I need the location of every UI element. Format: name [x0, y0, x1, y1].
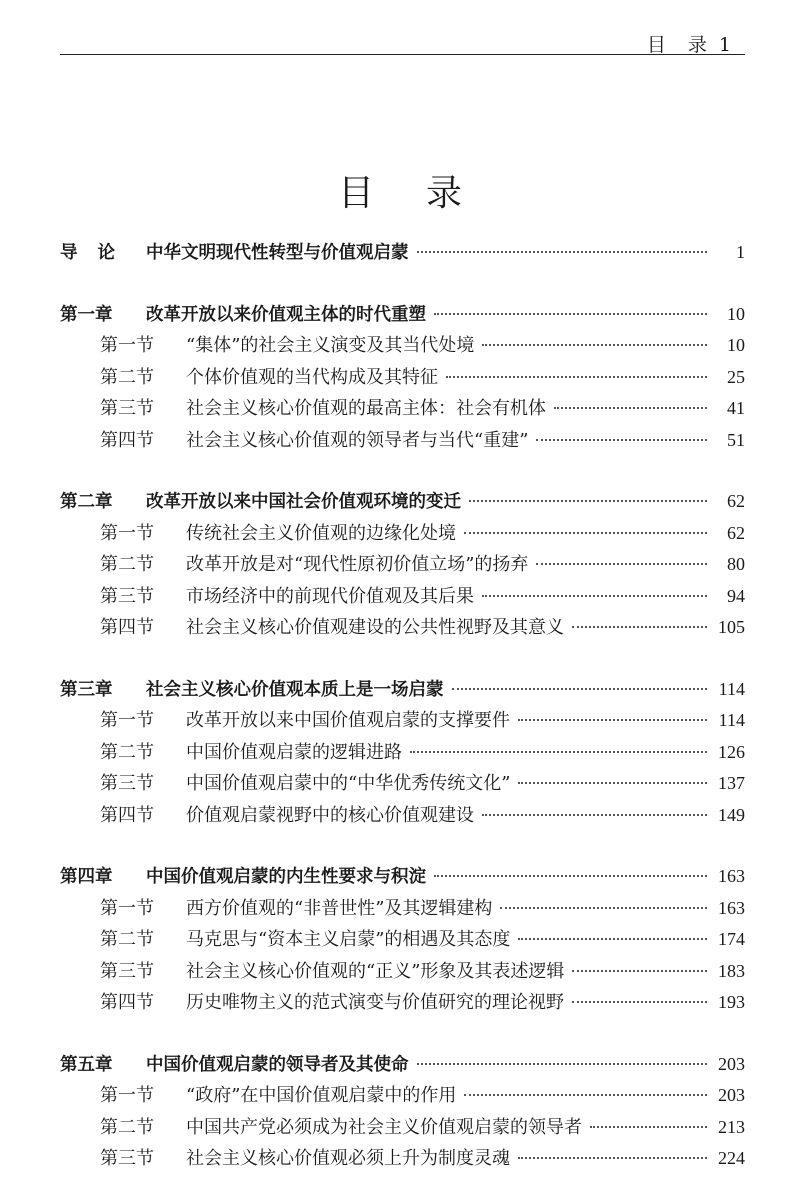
toc-intro-label: 导论 — [60, 243, 135, 263]
dot-leader — [536, 563, 707, 565]
chapter-page: 62 — [727, 491, 745, 511]
running-header-text — [647, 30, 731, 57]
section-title: 改革开放是对“现代性原初价值立场”的扬弃 — [186, 554, 529, 575]
table-of-contents — [60, 237, 745, 1175]
section-title: 改革开放以来中国价值观启蒙的支撑要件 — [186, 710, 510, 731]
dot-leader — [518, 1157, 707, 1159]
section-page: 193 — [718, 992, 745, 1012]
chapter-page: 203 — [718, 1053, 745, 1074]
dot-leader — [536, 439, 707, 441]
chapter-page: 114 — [718, 678, 745, 699]
section-label: 第一节 — [100, 897, 154, 919]
section-title: 社会主义核心价值观必须上升为制度灵魂 — [186, 1148, 510, 1169]
section-label: 第二节 — [100, 366, 154, 388]
section-title: “集体”的社会主义演变及其当代处境 — [186, 335, 475, 356]
chapter-title: 中国价值观启蒙的领导者及其使命 — [146, 1054, 409, 1075]
section-label: 第二节 — [100, 1116, 154, 1138]
header-page-number: 1 — [718, 34, 731, 56]
toc-section-entry[interactable] — [60, 1143, 745, 1175]
toc-section-entry[interactable] — [60, 330, 745, 362]
toc-section-entry[interactable] — [60, 737, 745, 769]
section-label: 第二节 — [100, 929, 154, 950]
toc-chapter-entry[interactable] — [60, 674, 745, 706]
section-title: 社会主义核心价值观建设的公共性视野及其意义 — [186, 617, 564, 638]
section-label: 第一节 — [100, 335, 154, 356]
dot-leader — [572, 626, 707, 628]
section-title: 中国价值观启蒙中的“中华优秀传统文化” — [186, 773, 511, 794]
page-title: 目录 — [337, 173, 514, 214]
section-page: 174 — [718, 929, 745, 949]
section-page: 163 — [718, 897, 745, 918]
section-page: 203 — [718, 1085, 745, 1105]
toc-chapter-entry[interactable] — [60, 299, 745, 331]
dot-leader — [469, 500, 707, 502]
section-title: 中国共产党必须成为社会主义价值观启蒙的领导者 — [186, 1116, 582, 1138]
dot-leader — [446, 376, 707, 378]
section-page: 62 — [727, 522, 745, 543]
toc-section-entry[interactable] — [60, 987, 745, 1019]
chapter-title: 中国价值观启蒙的内生性要求与积淀 — [146, 867, 426, 887]
section-title: 社会主义核心价值观的领导者与当代“重建” — [186, 429, 529, 451]
toc-section-entry[interactable] — [60, 581, 745, 613]
chapter-label: 第一章 — [60, 304, 113, 325]
section-page: 41 — [727, 398, 745, 418]
toc-section-entry[interactable] — [60, 768, 745, 800]
chapter-label: 第四章 — [60, 867, 113, 887]
section-page: 213 — [718, 1116, 745, 1137]
dot-leader — [500, 907, 707, 909]
dot-leader — [410, 751, 707, 753]
section-label: 第一节 — [100, 522, 154, 544]
dot-leader — [482, 814, 707, 816]
section-title: 中国价值观启蒙的逻辑进路 — [186, 741, 402, 763]
dot-leader — [518, 938, 707, 940]
toc-chapter-entry[interactable] — [60, 861, 745, 893]
dot-leader — [464, 1094, 707, 1096]
dot-leader — [482, 595, 707, 597]
toc-chapter-entry[interactable] — [60, 1049, 745, 1081]
toc-section-entry[interactable] — [60, 362, 745, 394]
dot-leader — [482, 344, 707, 346]
section-page: 25 — [727, 366, 745, 387]
section-label: 第三节 — [100, 773, 154, 794]
section-title: 历史唯物主义的范式演变与价值研究的理论视野 — [186, 992, 564, 1013]
toc-section-entry[interactable] — [60, 549, 745, 581]
section-page: 80 — [727, 554, 745, 574]
section-label: 第三节 — [100, 960, 154, 982]
dot-leader — [518, 782, 707, 784]
section-title: 市场经济中的前现代价值观及其后果 — [186, 585, 474, 607]
dot-leader — [434, 875, 707, 877]
dot-leader — [417, 1063, 708, 1065]
toc-intro-page: 1 — [736, 242, 745, 262]
dot-leader — [417, 251, 708, 253]
section-label: 第三节 — [100, 1148, 154, 1169]
chapter-label: 第三章 — [60, 679, 113, 700]
section-label: 第四节 — [100, 617, 154, 638]
dot-leader — [452, 688, 708, 690]
section-page: 94 — [727, 585, 745, 606]
toc-section-entry[interactable] — [60, 956, 745, 988]
section-label: 第四节 — [100, 429, 154, 451]
section-label: 第一节 — [100, 1085, 154, 1106]
toc-section-entry[interactable] — [60, 612, 745, 644]
section-page: 183 — [718, 960, 745, 981]
section-label: 第三节 — [100, 398, 154, 419]
dot-leader — [590, 1126, 707, 1128]
section-title: “政府”在中国价值观启蒙中的作用 — [186, 1085, 457, 1106]
section-title: 西方价值观的“非普世性”及其逻辑建构 — [186, 897, 493, 919]
section-page: 114 — [718, 710, 745, 730]
chapter-title: 改革开放以来中国社会价值观环境的变迁 — [146, 492, 461, 512]
toc-intro-title: 中华文明现代性转型与价值观启蒙 — [146, 243, 409, 263]
section-label: 第一节 — [100, 710, 154, 731]
toc-section-entry[interactable] — [60, 800, 745, 832]
section-page: 137 — [718, 773, 745, 793]
section-page: 10 — [727, 335, 745, 355]
toc-section-entry[interactable] — [60, 393, 745, 425]
dot-leader — [464, 532, 707, 534]
section-title: 个体价值观的当代构成及其特征 — [186, 366, 438, 388]
dot-leader — [518, 719, 707, 721]
chapter-page: 163 — [718, 866, 745, 886]
section-label: 第三节 — [100, 585, 154, 607]
section-page: 149 — [718, 804, 745, 825]
toc-section-entry[interactable] — [60, 518, 745, 550]
running-header — [60, 26, 745, 55]
chapter-label: 第五章 — [60, 1054, 113, 1075]
toc-section-entry[interactable] — [60, 893, 745, 925]
dot-leader — [554, 407, 707, 409]
section-label: 第四节 — [100, 992, 154, 1013]
chapter-title: 改革开放以来价值观主体的时代重塑 — [146, 304, 426, 325]
dot-leader — [434, 313, 707, 315]
toc-section-entry[interactable] — [60, 1112, 745, 1144]
section-page: 51 — [727, 429, 745, 450]
chapter-label: 第二章 — [60, 492, 113, 512]
toc-section-entry[interactable] — [60, 705, 745, 737]
section-title: 马克思与“资本主义启蒙”的相遇及其态度 — [186, 929, 511, 950]
toc-chapter-entry[interactable] — [60, 486, 745, 518]
dot-leader — [572, 970, 707, 972]
toc-section-entry[interactable] — [60, 924, 745, 956]
section-page: 105 — [718, 617, 745, 637]
section-page: 126 — [718, 741, 745, 762]
section-label: 第二节 — [100, 741, 154, 763]
toc-section-entry[interactable] — [60, 1080, 745, 1112]
chapter-page: 10 — [727, 303, 745, 324]
dot-leader — [572, 1001, 707, 1003]
toc-intro-entry[interactable] — [60, 237, 745, 269]
section-title: 社会主义核心价值观的最高主体：社会有机体 — [186, 398, 546, 419]
section-title: 社会主义核心价值观的“正义”形象及其表述逻辑 — [186, 960, 565, 982]
section-page: 224 — [718, 1148, 745, 1168]
section-label: 第二节 — [100, 554, 154, 575]
running-title: 目 录 — [646, 34, 715, 56]
toc-section-entry[interactable] — [60, 425, 745, 457]
section-title: 价值观启蒙视野中的核心价值观建设 — [186, 804, 474, 826]
chapter-title: 社会主义核心价值观本质上是一场启蒙 — [146, 679, 444, 700]
section-title: 传统社会主义价值观的边缘化处境 — [186, 522, 456, 544]
section-label: 第四节 — [100, 804, 154, 826]
